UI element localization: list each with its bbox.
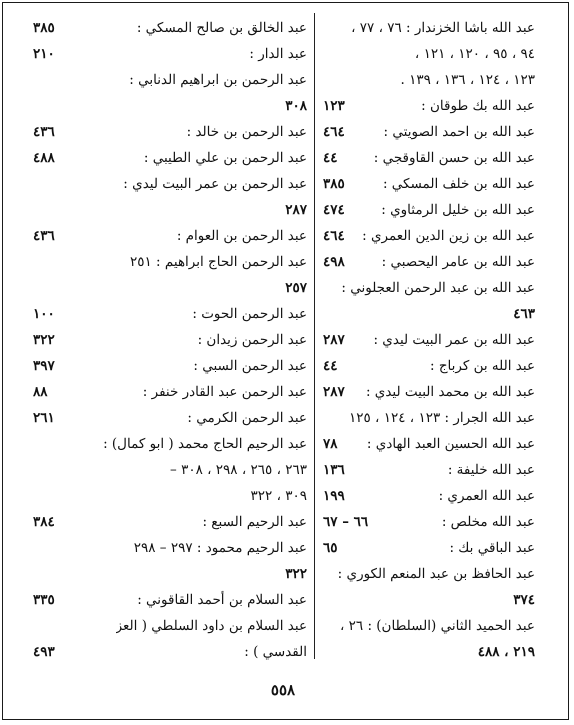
index-entry <box>321 613 535 639</box>
index-entry <box>321 405 535 431</box>
entry-pages: ٤٦٤ <box>323 228 345 244</box>
entry-pages: ٢٥٧ <box>285 280 307 296</box>
entry-name: عبد الله خليفة : <box>447 462 535 478</box>
entry-name: ٣٠٩ ، ٣٢٢ <box>250 488 307 504</box>
index-entry <box>321 41 535 67</box>
entry-name: عبد الله بن عبد الرحمن العجلوني : <box>341 280 535 296</box>
entry-pages: ٣٨٥ <box>323 176 345 192</box>
index-entry <box>31 561 307 587</box>
entry-pages <box>321 15 323 41</box>
index-entry <box>321 223 535 249</box>
entry-pages: ٤٤ <box>323 358 338 374</box>
index-entry <box>31 639 307 663</box>
entry-pages <box>321 561 323 587</box>
entry-name: عبد الله بن خليل الرمثاوي : <box>381 202 535 218</box>
entry-name: عبد الخالق بن صالح المسكي : <box>136 20 307 36</box>
index-entry <box>321 639 535 663</box>
entry-name: عبد الرحيم السبع : <box>202 514 307 530</box>
entry-pages: ٤٣٦ <box>33 124 55 140</box>
entry-name: ٩٤ ، ٩٥ ، ١٢٠ ، ١٢١ ، <box>414 46 535 62</box>
entry-name: عبد الله العمري : <box>438 488 535 504</box>
entry-name: عبد الله بك طوقان : <box>421 98 535 114</box>
index-entry <box>321 15 535 41</box>
entry-pages <box>31 249 33 275</box>
entry-pages: ٤٨٨ <box>33 150 55 166</box>
entry-name: القدسي ) : <box>244 644 307 660</box>
index-entry <box>321 535 535 561</box>
index-entry <box>321 171 535 197</box>
index-entry <box>321 327 535 353</box>
entry-name: ١٢٣ ، ١٢٤ ، ١٣٦ ، ١٣٩ . <box>400 72 535 88</box>
index-entry <box>321 353 535 379</box>
entry-pages: ٦٥ <box>323 540 338 556</box>
index-page <box>31 9 535 699</box>
entry-pages: ٣٣٥ <box>33 592 55 608</box>
entry-name: عبد الله بن حسن القاوقجي : <box>373 150 535 166</box>
page-frame <box>2 2 569 720</box>
entry-name: عبد الله بن احمد الصويتي : <box>383 124 535 140</box>
entry-pages <box>321 275 323 301</box>
index-entry <box>31 275 307 301</box>
entry-name: عبد الله الحسين العبد الهادي : <box>366 436 535 452</box>
entry-pages: ٤٣٦ <box>33 228 55 244</box>
entry-name: عبد الحافظ بن عبد المنعم الكوري : <box>337 566 535 582</box>
index-entry <box>321 587 535 613</box>
entry-pages: ٤٤ <box>323 150 338 166</box>
entry-pages: ٣٨٥ <box>33 20 55 36</box>
index-entry <box>321 67 535 93</box>
entry-pages: ٤٩٨ <box>323 254 345 270</box>
index-column-right <box>321 15 535 663</box>
entry-name: عبد الرحيم محمود : ٢٩٧ – ٢٩٨ <box>133 540 307 556</box>
entry-name: عبد الدار : <box>249 46 307 62</box>
index-entry <box>321 197 535 223</box>
index-entry <box>31 613 307 639</box>
entry-pages: ٣٢٢ <box>33 332 55 348</box>
entry-pages: ٤٧٤ <box>323 202 345 218</box>
entry-pages: ٨٨ <box>33 384 48 400</box>
entry-name: عبد الله بن زين الدين العمري : <box>362 228 535 244</box>
entry-name: عبد الله بن محمد البيت ليدي : <box>365 384 535 400</box>
index-entry <box>31 457 307 483</box>
index-entry <box>31 171 307 197</box>
entry-name: عبد الله بن كرباج : <box>430 358 535 374</box>
index-entry <box>321 145 535 171</box>
entry-pages: ٣٠٨ <box>285 98 307 114</box>
entry-pages <box>31 67 33 93</box>
index-entry <box>31 41 307 67</box>
index-entry <box>321 431 535 457</box>
entry-name: عبد الرحمن زيدان : <box>197 332 307 348</box>
entry-pages <box>31 431 33 457</box>
index-entry <box>31 379 307 405</box>
entry-name: عبد الله بن عمر البيت ليدي : <box>373 332 535 348</box>
index-entry <box>321 119 535 145</box>
index-entry <box>321 379 535 405</box>
entry-name: عبد الله باشا الخزندار : ٧٦ ، ٧٧ ، <box>351 20 535 36</box>
index-entry <box>321 275 535 301</box>
entry-pages <box>321 67 323 93</box>
entry-pages: ١٣٦ <box>323 462 345 478</box>
index-entry <box>321 561 535 587</box>
entry-name: عبد الرحيم الحاج محمد ( ابو كمال) : <box>103 436 307 452</box>
index-entry <box>31 405 307 431</box>
entry-pages: ٤٩٣ <box>33 644 55 660</box>
entry-pages <box>31 457 33 483</box>
index-entry <box>321 509 535 535</box>
entry-pages <box>31 483 33 509</box>
index-entry <box>321 483 535 509</box>
entry-pages: ٤٦٣ <box>513 306 535 322</box>
index-entry <box>31 197 307 223</box>
page-number: ٥٥٨ <box>270 681 296 699</box>
entry-pages: ١٠٠ <box>33 306 55 322</box>
index-entry <box>321 249 535 275</box>
index-entry <box>31 327 307 353</box>
entry-pages: ١٢٣ <box>323 98 345 114</box>
entry-name: عبد الله بن عامر اليحصبي : <box>381 254 535 270</box>
entry-name: عبد السلام بن أحمد القاقوني : <box>137 592 307 608</box>
index-entry <box>31 145 307 171</box>
entry-pages <box>31 613 33 639</box>
index-entry <box>31 509 307 535</box>
entry-pages <box>321 405 323 431</box>
index-entry <box>31 93 307 119</box>
entry-name: عبد الرحمن الحوت : <box>192 306 307 322</box>
entry-pages: ٢٨٧ <box>285 202 307 218</box>
index-entry <box>321 301 535 327</box>
entry-pages: ١٩٩ <box>323 488 345 504</box>
index-entry <box>31 67 307 93</box>
entry-name: عبد الحميد الثاني (السلطان) : ٢٦ ، <box>339 618 535 634</box>
entry-name: عبد الله مخلص : <box>441 514 535 530</box>
entry-pages: ٣٧٤ <box>513 592 535 608</box>
entry-pages: ٣٢٢ <box>285 566 307 582</box>
entry-pages <box>31 535 33 561</box>
entry-name: عبد الرحمن بن ابراهيم الدنابي : <box>129 72 307 88</box>
index-entry <box>31 483 307 509</box>
index-entry <box>31 301 307 327</box>
entry-name: عبد الرحمن بن خالد : <box>186 124 307 140</box>
index-column-left <box>31 15 307 663</box>
column-divider <box>314 13 315 659</box>
entry-pages <box>321 613 323 639</box>
entry-name: عبد الرحمن بن العوام : <box>176 228 307 244</box>
entry-name: عبد الرحمن الكرمي : <box>187 410 307 426</box>
entry-pages: ٧٨ <box>323 436 338 452</box>
entry-pages: ٣٨٤ <box>33 514 55 530</box>
entry-pages <box>31 171 33 197</box>
entry-name: عبد الرحمن الحاج ابراهيم : ٢٥١ <box>129 254 307 270</box>
entry-pages: ٤٦٤ <box>323 124 345 140</box>
index-entry <box>31 15 307 41</box>
entry-name: عبد الرحمن بن علي الطيبي : <box>143 150 307 166</box>
entry-pages <box>321 41 323 67</box>
entry-name: عبد الباقي بك : <box>449 540 535 556</box>
entry-pages: ٢٦١ <box>33 410 55 426</box>
entry-name: عبد الرحمن عبد القادر خنفر : <box>142 384 307 400</box>
index-entry <box>31 353 307 379</box>
entry-pages: ٢١٠ <box>33 46 55 62</box>
index-entry <box>31 119 307 145</box>
entry-pages: ٢١٩ ، ٤٨٨ <box>477 644 535 660</box>
index-entry <box>31 431 307 457</box>
entry-pages: ٦٦ – ٦٧ <box>323 514 369 530</box>
index-entry <box>31 249 307 275</box>
entry-name: عبد الرحمن بن عمر البيت ليدي : <box>123 176 307 192</box>
entry-name: عبد السلام بن داود السلطي ( العز <box>115 618 307 634</box>
index-entry <box>31 223 307 249</box>
entry-name: عبد الله الجرار : ١٢٣ ، ١٢٤ ، ١٢٥ <box>349 410 535 426</box>
entry-name: عبد الرحمن السبي : <box>193 358 307 374</box>
index-entry <box>31 535 307 561</box>
index-entry <box>321 93 535 119</box>
entry-pages: ٢٨٧ <box>323 384 345 400</box>
entry-pages: ٣٩٧ <box>33 358 55 374</box>
entry-name: عبد الله بن خلف المسكي : <box>382 176 535 192</box>
index-entry <box>321 457 535 483</box>
index-entry <box>31 587 307 613</box>
entry-pages: ٢٨٧ <box>323 332 345 348</box>
entry-name: ٢٦٣ ، ٢٦٥ ، ٢٩٨ ، ٣٠٨ – <box>170 462 307 478</box>
